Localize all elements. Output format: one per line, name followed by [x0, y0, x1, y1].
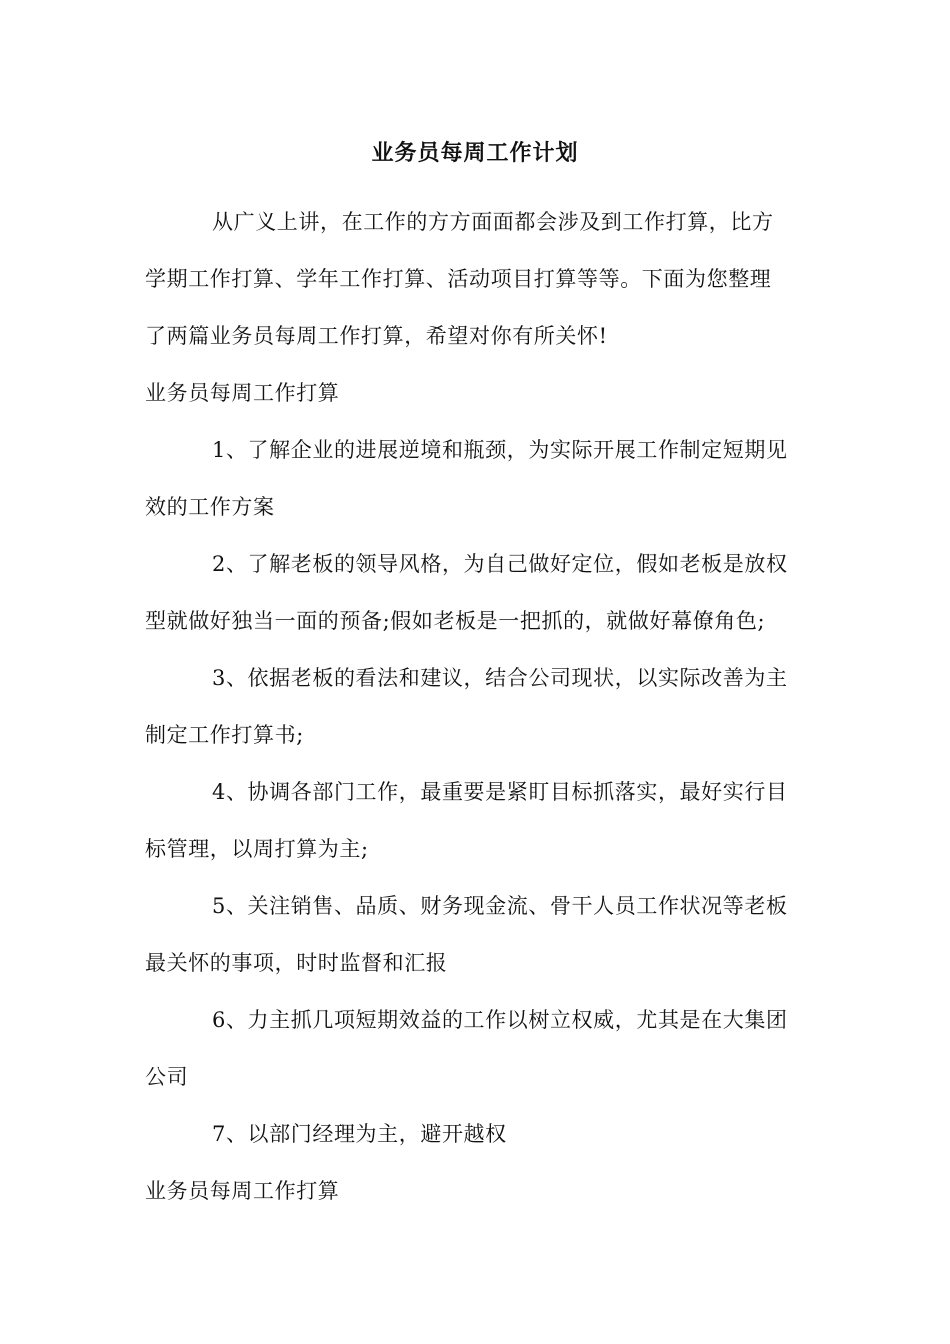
- list-item-line: 7、以部门经理为主，避开越权: [212, 1122, 507, 1146]
- list-item-line: 最关怀的事项，时时监督和汇报: [145, 951, 448, 975]
- list-item-line: 制定工作打算书;: [145, 723, 304, 747]
- list-item-line: 6、力主抓几项短期效益的工作以树立权威，尤其是在大集团: [212, 1008, 788, 1032]
- list-item-line: 2、了解老板的领导风格，为自己做好定位，假如老板是放权: [212, 552, 788, 576]
- paragraph-line: 了两篇业务员每周工作打算，希望对你有所关怀!: [145, 324, 608, 348]
- section-heading: 业务员每周工作打算: [145, 1179, 340, 1203]
- paragraph-line: 从广义上讲，在工作的方方面面都会涉及到工作打算，比方: [212, 210, 774, 234]
- document-title: 业务员每周工作计划: [371, 140, 579, 166]
- list-item-line: 1、了解企业的进展逆境和瓶颈，为实际开展工作制定短期见: [212, 438, 788, 462]
- paragraph-line: 学期工作打算、学年工作打算、活动项目打算等等。下面为您整理: [145, 267, 772, 291]
- list-item-line: 标管理，以周打算为主;: [145, 837, 369, 861]
- list-item-line: 效的工作方案: [145, 495, 275, 519]
- list-item-line: 公司: [145, 1065, 189, 1089]
- list-item-line: 型就做好独当一面的预备;假如老板是一把抓的，就做好幕僚角色;: [145, 609, 766, 633]
- list-item-line: 3、依据老板的看法和建议，结合公司现状，以实际改善为主: [212, 666, 788, 690]
- list-item-line: 5、关注销售、品质、财务现金流、骨干人员工作状况等老板: [212, 894, 788, 918]
- section-heading: 业务员每周工作打算: [145, 381, 340, 405]
- list-item-line: 4、协调各部门工作，最重要是紧盯目标抓落实，最好实行目: [212, 780, 788, 804]
